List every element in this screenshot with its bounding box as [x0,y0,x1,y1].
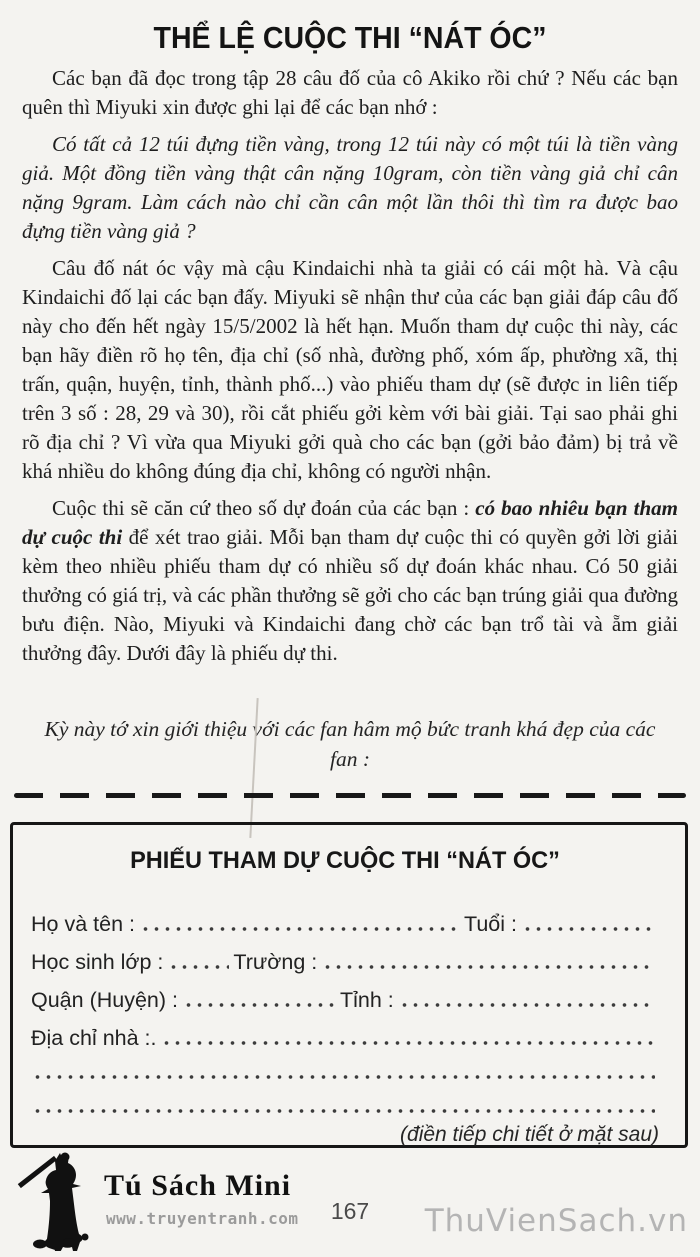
district-dotted-line [186,1001,336,1009]
riddle-paragraph: Có tất cả 12 túi đựng tiền vàng, trong 12 túi này có một túi là tiền vàng giả. Một đồng tiền vàng thật cân nặng 10gram, còn tiền vàng giả chỉ cân nặng 9gram. Làm cách nào chỉ cần cân một lần thôi thì tìm ra được bao đựng tiền vàng giả ? [22,132,678,243]
age-dotted-line [525,925,655,933]
cut-dashed-line [14,793,686,798]
address-label: Địa chỉ nhà :. [31,1026,157,1050]
extra-dotted-line-2 [35,1107,655,1115]
entry-form [10,822,688,1148]
form-row-district [31,975,659,1013]
page-number: 167 [330,1198,370,1224]
form-row-address [31,1013,659,1051]
district-label: Quận (Huyện) : [31,988,178,1012]
fan-note: Kỳ này tớ xin giới thiệu với các fan hâm mộ bức tranh khá đẹp của các fan : [44,717,656,771]
form-row-name [31,899,659,937]
prize-text-post: để xét trao giải. Mỗi bạn tham dự cuộc thi có quyền gởi lời giải kèm theo nhiều phiếu tham dự có nhiều số dự đoán khác nhau. Có 50 giải thưởng có giá trị, và các phần thưởng sẽ gởi cho các bạn trúng giải qua đường bưu điện. Nào, Miyuki và Kindaichi đang chờ các bạn trổ tài và ẵm giải thưởng đây. Dưới đây là phiếu dự thi. [22,525,678,665]
page-footer [0,1152,700,1257]
school-dotted-line [325,963,655,971]
prize-paragraph [22,494,678,668]
site-watermark: ThuVienSach.vn [424,1203,688,1239]
form-continue-note: (điền tiếp chi tiết ở mặt sau) [400,1123,659,1146]
page-title: THỂ LỆ CUỘC THI “NÁT ÓC” [153,20,547,55]
prize-text-pre: Cuộc thi sẽ căn cứ theo số dự đoán của các bạn : [52,496,476,520]
age-label: Tuổi : [464,912,517,936]
publisher-logo [14,1151,344,1251]
form-row-extra-1 [31,1051,659,1085]
extra-dotted-line-1 [35,1073,655,1081]
form-row-class [31,937,659,975]
name-label: Họ và tên : [31,912,135,936]
prize-text-emphasis: có bao nhiêu bạn tham dự cuộc thi [22,496,679,549]
form-title: PHIẾU THAM DỰ CUỘC THI “NÁT ÓC” [130,847,560,874]
intro-paragraph: Các bạn đã đọc trong tập 28 câu đố của cô Akiko rồi chứ ? Nếu các bạn quên thì Miyuki xin được ghi lại để các bạn nhớ : [22,66,678,119]
publisher-name: Tú Sách Mini [104,1169,292,1202]
school-label: Trường : [233,950,318,974]
publisher-website: www.truyentranh.com [106,1209,299,1228]
province-dotted-line [402,1001,655,1009]
rules-paragraph [22,254,678,486]
rules-text: Câu đố nát óc vậy mà cậu Kindaichi nhà ta giải có cái một hà. Và cậu Kindaichi đố lại các bạn đấy. Miyuki sẽ nhận thư của các bạn giải đáp câu đố này cho đến hết ngày 15/5/2002 là hết hạn. Muốn tham dự cuộc thi này, các bạn hãy điền rõ họ tên, địa chỉ (số nhà, đường phố, xóm ấp, phường xã, thị trấn, quận, huyện, tỉnh, thành phố...) vào phiếu tham dự (sẽ được in liên tiếp trên 3 số : 28, 29 và 30), rồi cắt phiếu gởi kèm với bài giải. Tại sao phải ghi rõ địa chỉ ? Vì vừa qua Miyuki gởi quà cho các bạn (gởi bảo đảm) bị trả về khá nhiều do không đúng địa chỉ, không có người nhận. [22,256,678,483]
class-label: Học sinh lớp : [31,950,164,974]
name-dotted-line [143,925,460,933]
province-label: Tỉnh : [339,988,394,1012]
form-row-extra-2 [31,1085,659,1119]
class-dotted-line [171,963,229,971]
address-dotted-line [164,1039,655,1047]
samurai-silhouette-icon [14,1151,100,1251]
